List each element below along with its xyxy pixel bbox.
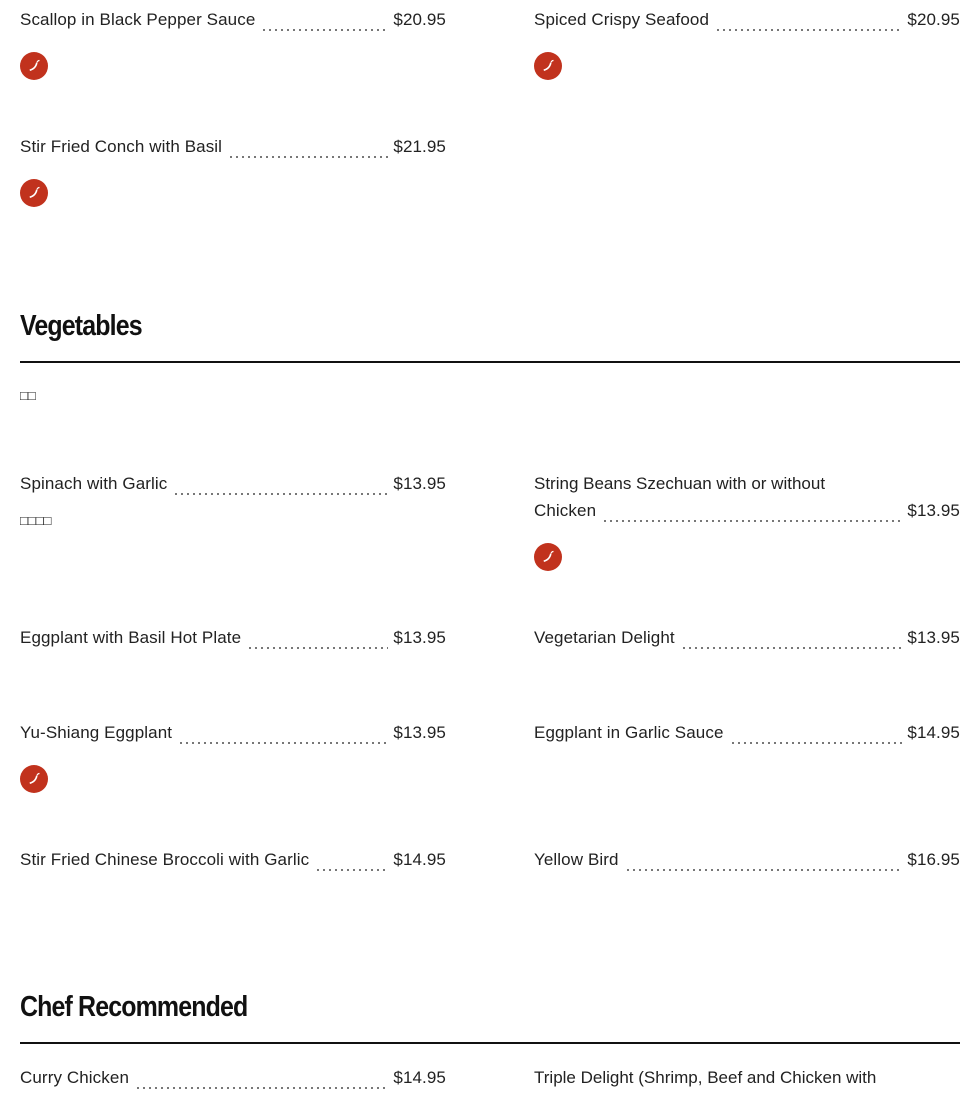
- section-divider: [20, 1042, 960, 1044]
- item-price: $14.95: [907, 723, 960, 742]
- item-price: $13.95: [393, 474, 446, 493]
- item-price: $16.95: [907, 850, 960, 869]
- item-price: $20.95: [393, 10, 446, 29]
- item-price: $14.95: [393, 1068, 446, 1087]
- item-name: Eggplant in Garlic Sauce: [534, 723, 724, 742]
- menu-item: [20, 6, 446, 33]
- menu-item: [20, 624, 446, 651]
- dot-leader: [681, 624, 903, 651]
- menu-item: [534, 1064, 960, 1091]
- dot-leader: [228, 133, 388, 160]
- menu-item: [20, 470, 446, 497]
- item-price: $21.95: [393, 137, 446, 156]
- dot-leader: [178, 719, 388, 746]
- dot-leader: [135, 1064, 388, 1091]
- section-title-chef-recommended: Chef Recommended: [20, 991, 248, 1023]
- menu-item: [534, 624, 960, 651]
- section-divider: [20, 361, 960, 363]
- dot-leader: [625, 846, 903, 873]
- item-price: $13.95: [393, 628, 446, 647]
- item-name: Spiced Crispy Seafood: [534, 10, 710, 29]
- item-price: $13.95: [907, 628, 960, 647]
- dot-leader: [715, 6, 902, 33]
- chili-pepper-icon: [20, 765, 48, 793]
- item-name-continued: Chicken: [534, 501, 597, 520]
- chili-pepper-icon: [534, 543, 562, 571]
- menu-item: [20, 846, 446, 873]
- dot-leader: [247, 624, 388, 651]
- dot-leader: [173, 470, 388, 497]
- item-price: $14.95: [393, 850, 446, 869]
- menu-item: [20, 1064, 446, 1091]
- menu-item: [534, 846, 960, 873]
- menu-item: [534, 6, 960, 33]
- chili-pepper-icon: [534, 52, 562, 80]
- item-name: Triple Delight (Shrimp, Beef and Chicken with: [534, 1068, 877, 1087]
- chili-pepper-icon: [20, 52, 48, 80]
- item-name: Curry Chicken: [20, 1068, 129, 1087]
- item-name: String Beans Szechuan with or without: [534, 474, 826, 493]
- item-price: $20.95: [907, 10, 960, 29]
- menu-item: [534, 719, 960, 746]
- item-price: $13.95: [393, 723, 446, 742]
- dot-leader: [602, 497, 902, 524]
- item-note: □□□□: [20, 513, 52, 528]
- item-name: Stir Fried Chinese Broccoli with Garlic: [20, 850, 310, 869]
- menu-item: [534, 470, 960, 524]
- item-name: Stir Fried Conch with Basil: [20, 137, 223, 156]
- menu-item: [20, 719, 446, 746]
- item-price: $13.95: [907, 501, 960, 520]
- section-title-vegetables: Vegetables: [20, 310, 142, 342]
- item-name: Yu-Shiang Eggplant: [20, 723, 173, 742]
- item-name: Eggplant with Basil Hot Plate: [20, 628, 242, 647]
- item-name: Vegetarian Delight: [534, 628, 675, 647]
- dot-leader: [261, 6, 388, 33]
- menu-item: [20, 133, 446, 160]
- dot-leader: [730, 719, 903, 746]
- dot-leader: [315, 846, 388, 873]
- item-name: Spinach with Garlic: [20, 474, 168, 493]
- section-subtitle: □□: [20, 388, 36, 403]
- item-name: Yellow Bird: [534, 850, 619, 869]
- chili-pepper-icon: [20, 179, 48, 207]
- item-name: Scallop in Black Pepper Sauce: [20, 10, 256, 29]
